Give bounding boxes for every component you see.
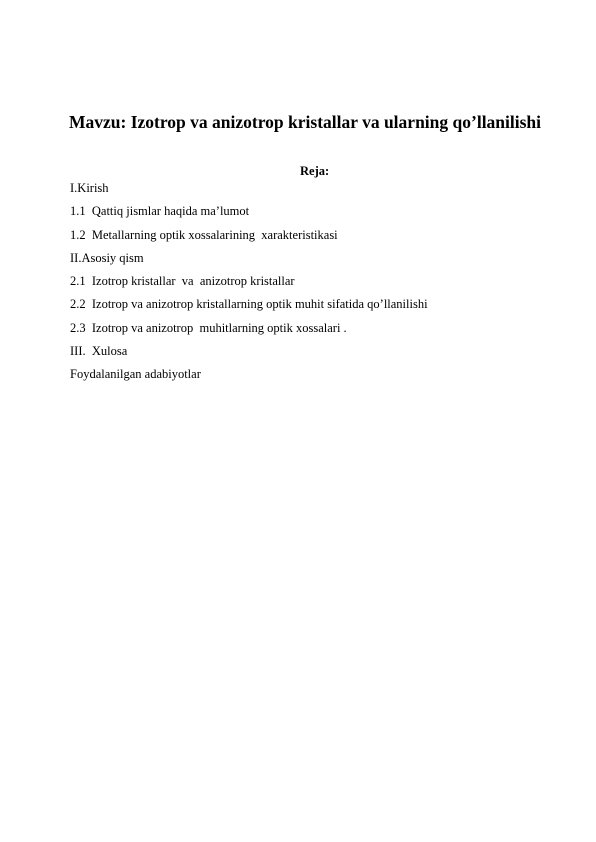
toc-item-main-part: II.Asosiy qism xyxy=(70,250,144,265)
toc-item-conclusion: III. Xulosa xyxy=(70,344,128,359)
table-of-contents xyxy=(70,177,428,387)
toc-item-references: Foydalanilgan adabiyotlar xyxy=(70,367,201,382)
document-title: Mavzu: Izotrop va anizotrop kristallar va ularning qo’llanilishi xyxy=(68,112,542,132)
toc-item-2-3: 2.3 Izotrop va anizotrop muhitlarning optik xossalari . xyxy=(70,320,347,335)
toc-item-introduction: I.Kirish xyxy=(70,181,109,195)
toc-item-1-1: 1.1 Qattiq jismlar haqida ma’lumot xyxy=(70,204,250,219)
toc-item-2-2: 2.2 Izotrop va anizotrop kristallarning optik muhit sifatida qo’llanilishi xyxy=(70,297,428,312)
plan-heading: Reja: xyxy=(300,164,330,178)
toc-item-2-1: 2.1 Izotrop kristallar va anizotrop kristallar xyxy=(70,274,295,289)
toc-item-1-2: 1.2 Metallarning optik xossalarining xarakteristikasi xyxy=(70,227,338,242)
